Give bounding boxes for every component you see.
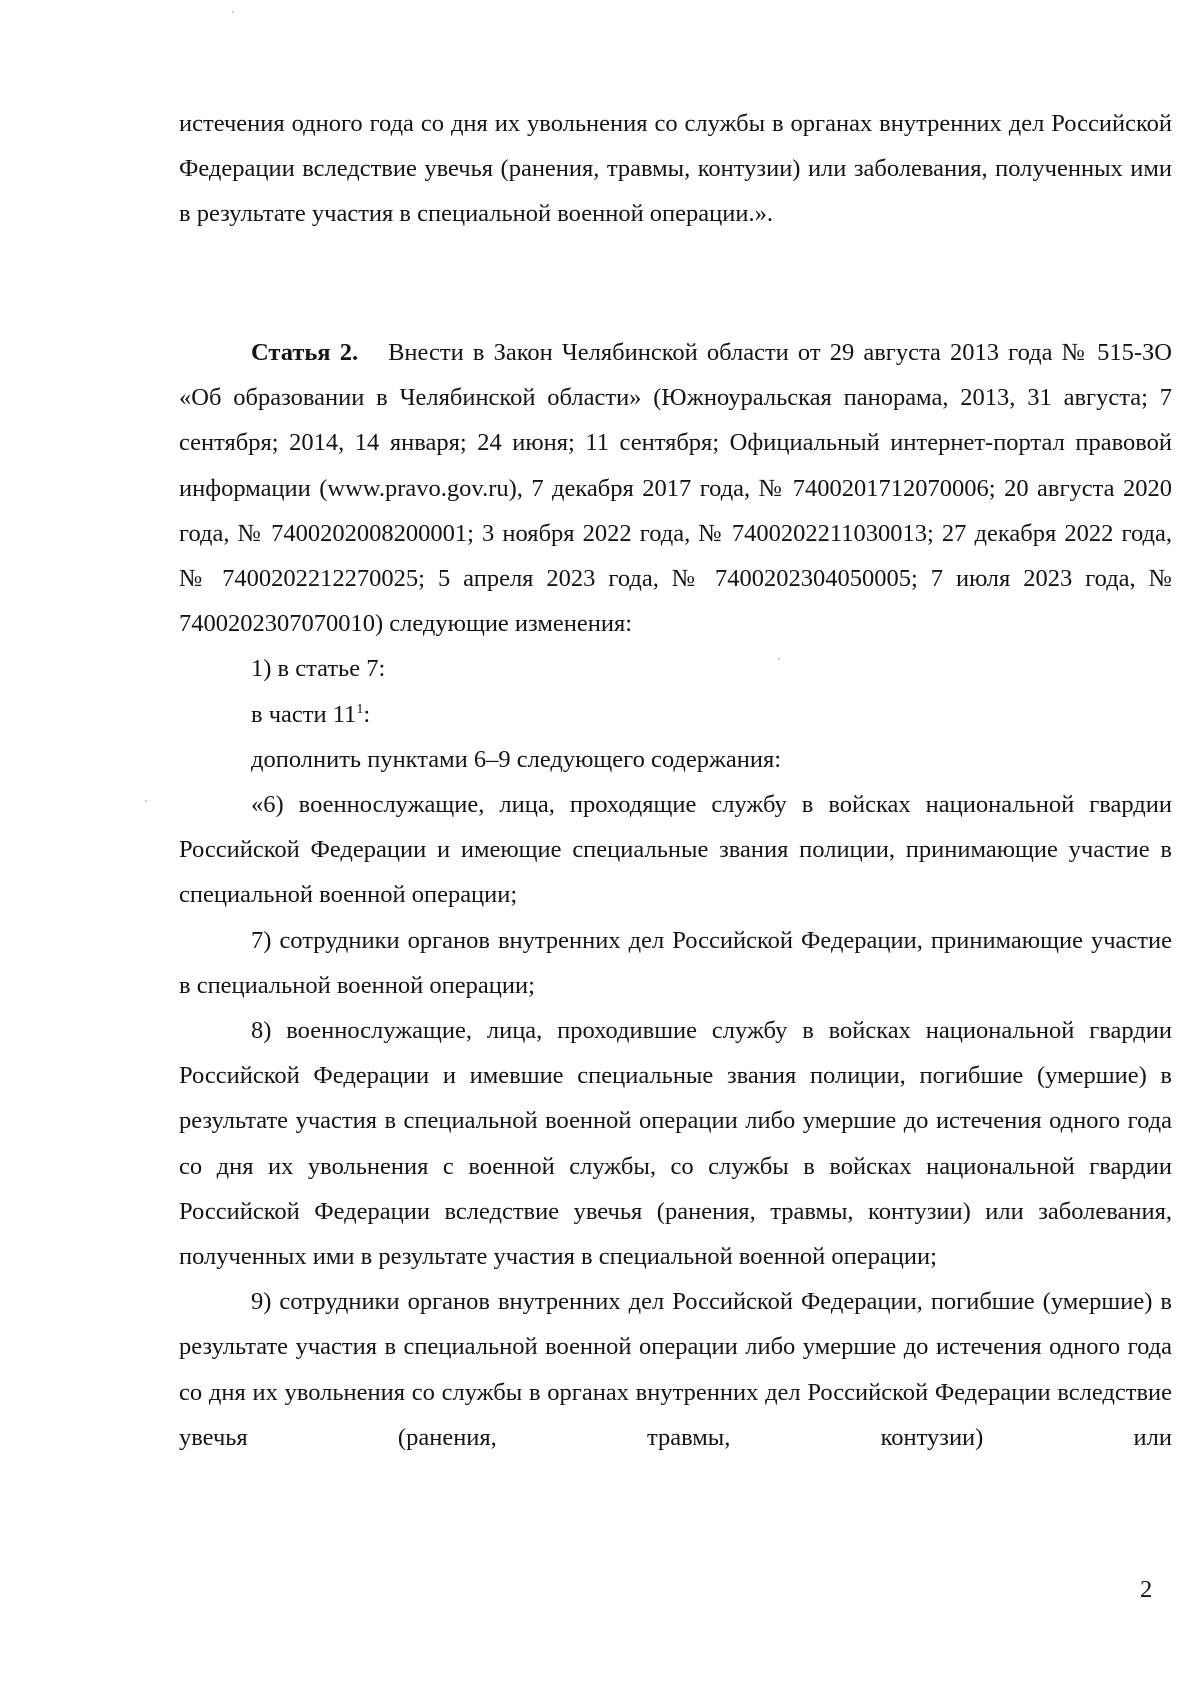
article-2-block [179,330,1172,1460]
continuation-block [179,101,1172,237]
part-suffix: : [363,700,371,728]
article-2-paragraph [179,330,1172,646]
article-text: Внести в Закон Челябинской области от 29 августа 2013 года № 515-ЗО «Об образовании в Челябинской области» (Южноуральская панорама, 2013, 31 августа; 7 сентября; 2014, 14 января; 24 июня; 11 сентября; Официальный интернет-портал правовой информации (www.pravo.gov.ru), 7 декабря 2017 года, № 7400201712070006; 20 августа 2020 года, № 7400202008200001; 3 ноября 2022 года, № 7400202211030013; 27 декабря 2022 года, № 7400202212270025; 5 апреля 2023 года, № 7400202304050005; 7 июля 2023 года, № 7400202307070010) следующие изменения: [179,339,1172,638]
point-6: «6) военнослужащие, лица, проходящие службу в войсках национальной гвардии Российской Федерации и имеющие специальные звания полиции, принимающие участие в специальной военной операции; [179,791,1172,909]
part-superscript: 1 [356,701,364,717]
point-9: 9) сотрудники органов внутренних дел Российской Федерации, погибшие (умершие) в результате участия в специальной военной операции либо умершие до истечения одного года со дня их увольнения со службы в органах внутренних дел Российской Федерации вследствие увечья (ранения, травмы, контузии) или [179,1288,1172,1451]
item-1: 1) в статье 7: [251,655,386,683]
part-reference [179,692,1172,737]
supplement-line: дополнить пунктами 6–9 следующего содержания: [251,745,782,773]
scan-speck [145,800,147,802]
scan-speck [232,11,234,13]
article-label: Статья 2. [251,339,359,366]
continuation-paragraph: истечения одного года со дня их увольнения со службы в органах внутренних дел Российской Федерации вследствие увечья (ранения, травмы, контузии) или заболевания, полученных ими в результате участия в специальной военной операции.». [179,110,1172,228]
point-7: 7) сотрудники органов внутренних дел Российской Федерации, принимающие участие в специальной военной операции; [179,926,1172,999]
part-prefix: в части 11 [251,700,357,728]
page-number: 2 [1140,1576,1153,1603]
point-8: 8) военнослужащие, лица, проходившие службу в войсках национальной гвардии Российской Федерации и имевшие специальные звания полиции, погибшие (умершие) в результате участия в специальной военной операции либо умершие до истечения одного года со дня их увольнения с военной службы, со службы в войсках национальной гвардии Российской Федерации вследствие увечья (ранения, травмы, контузии) или заболевания, полученных ими в результате участия в специальной военной операции; [179,1017,1172,1271]
